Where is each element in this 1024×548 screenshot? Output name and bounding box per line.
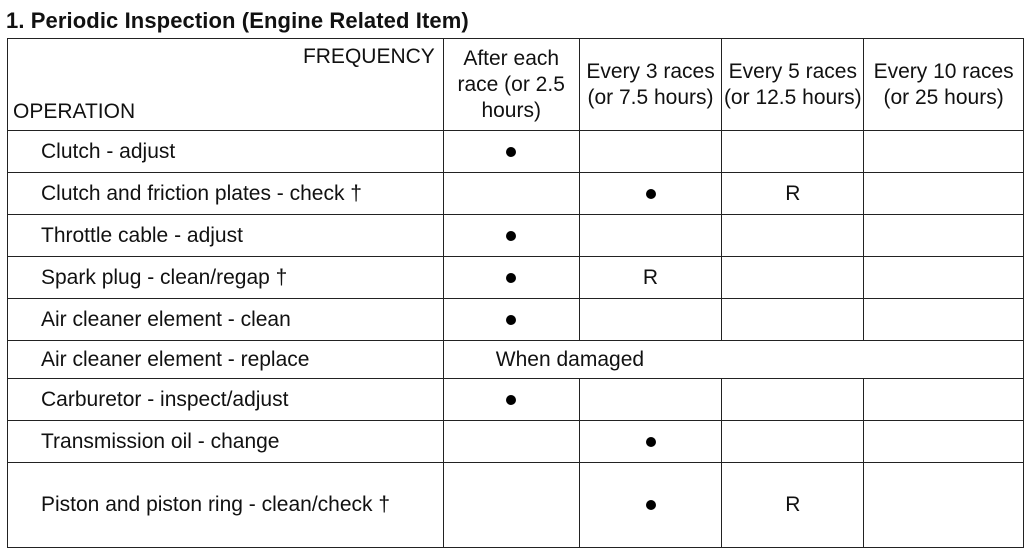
- dot-icon: [506, 147, 516, 157]
- operation-cell: Spark plug - clean/regap †: [8, 257, 444, 299]
- empty-cell: [722, 299, 864, 341]
- table-row: [8, 299, 1024, 341]
- dot-icon: [506, 315, 516, 325]
- dot-icon: [506, 231, 516, 241]
- dot-mark-cell: [443, 379, 579, 421]
- dot-mark-cell: [579, 463, 722, 548]
- dot-mark-cell: [443, 131, 579, 173]
- empty-cell: [722, 257, 864, 299]
- empty-cell: [579, 131, 722, 173]
- dot-mark-cell: [443, 257, 579, 299]
- table-row: [8, 131, 1024, 173]
- operation-label: OPERATION: [13, 100, 136, 123]
- empty-cell: [864, 299, 1024, 341]
- dot-icon: [506, 273, 516, 283]
- empty-cell: [864, 463, 1024, 548]
- table-row: [8, 215, 1024, 257]
- operation-cell: Throttle cable - adjust: [8, 215, 444, 257]
- column-header-every-10-races: Every 10 races (or 25 hours): [864, 39, 1024, 131]
- table-row: [8, 341, 1024, 379]
- empty-cell: [443, 421, 579, 463]
- operation-cell: Clutch and friction plates - check †: [8, 173, 444, 215]
- dot-icon: [646, 500, 656, 510]
- page-title: 1. Periodic Inspection (Engine Related Item): [6, 8, 469, 33]
- table-row: [8, 463, 1024, 548]
- column-header-every-3-races: Every 3 races (or 7.5 hours): [579, 39, 722, 131]
- dot-mark-cell: [579, 421, 722, 463]
- table-row: [8, 421, 1024, 463]
- frequency-label: FREQUENCY: [302, 45, 435, 68]
- operation-cell: Air cleaner element - clean: [8, 299, 444, 341]
- empty-cell: [722, 379, 864, 421]
- dot-icon: [646, 437, 656, 447]
- replace-mark-cell: R: [722, 463, 864, 548]
- empty-cell: [579, 215, 722, 257]
- replace-mark-cell: R: [722, 173, 864, 215]
- table-row: [8, 379, 1024, 421]
- empty-cell: [443, 173, 579, 215]
- header-corner-cell: [8, 39, 444, 131]
- empty-cell: [864, 173, 1024, 215]
- empty-cell: [443, 463, 579, 548]
- dot-mark-cell: [579, 173, 722, 215]
- empty-cell: [722, 215, 864, 257]
- empty-cell: [864, 257, 1024, 299]
- empty-cell: [722, 421, 864, 463]
- empty-cell: [864, 131, 1024, 173]
- operation-cell: Transmission oil - change: [8, 421, 444, 463]
- operation-cell: Clutch - adjust: [8, 131, 444, 173]
- operation-cell: Air cleaner element - replace: [8, 341, 444, 379]
- header-row: [8, 39, 1024, 131]
- table-row: [8, 173, 1024, 215]
- note-cell: When damaged: [443, 341, 1023, 379]
- inspection-table: [7, 38, 1024, 548]
- operation-cell: Carburetor - inspect/adjust: [8, 379, 444, 421]
- dot-mark-cell: [443, 299, 579, 341]
- table-row: [8, 257, 1024, 299]
- dot-mark-cell: [443, 215, 579, 257]
- dot-icon: [506, 395, 516, 405]
- column-header-every-5-races: Every 5 races (or 12.5 hours): [722, 39, 864, 131]
- column-header-after-each-race: After each race (or 2.5 hours): [443, 39, 579, 131]
- empty-cell: [579, 379, 722, 421]
- empty-cell: [579, 299, 722, 341]
- operation-cell: Piston and piston ring - clean/check †: [8, 463, 444, 548]
- empty-cell: [864, 379, 1024, 421]
- empty-cell: [722, 131, 864, 173]
- dot-icon: [646, 189, 656, 199]
- empty-cell: [864, 215, 1024, 257]
- replace-mark-cell: R: [579, 257, 722, 299]
- empty-cell: [864, 421, 1024, 463]
